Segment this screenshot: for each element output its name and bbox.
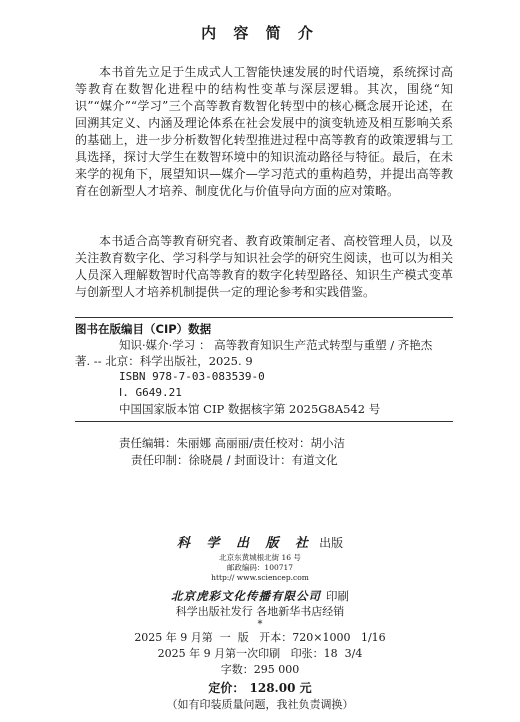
page-title: 内 容 简 介: [201, 24, 319, 42]
cip-record-number: 中国国家版本馆 CIP 数据核字第 2025G8A542 号: [119, 402, 381, 416]
print-line: 2025 年 9 月第一次印刷 印张：18 3/4: [157, 647, 363, 660]
intro-paragraph-2: 本书适合高等教育研究者、教育政策制定者、高校管理人员，以及关注教育数字化、学习科学与知识社会学的研究生阅读，也可以为相关人员深入理解数智时代高等教育的数字化转型路径、知识生产模式变革与创新型人才培养机制提供一定的理论参考和实践借鉴。: [75, 234, 453, 299]
editors-line-1: 责任编辑：朱丽娜 高丽丽/责任校对：胡小洁: [119, 436, 346, 450]
price-label: 定价：: [208, 681, 245, 695]
edition-line: 2025 年 9 月第 一 版 开本：720×1000 1/16: [134, 631, 386, 644]
intro-paragraph-1: 本书首先立足于生成式人工智能快速发展的时代语境，系统探讨高等教育在数智化进程中的结构性变革与深层逻辑。其次，围绕“知识”“媒介”“学习”三个高等教育数智化转型中的核心概念展开论述，在回溯其定义、内涵及理论体系在社会发展中的演变轨迹及相互影响关系的基础上，进一步分析数智化转型推进过程中高等教育的政策逻辑与工具选择，探讨大学生在数智环境中的知识流动路径与特征。最后，在未来学的视角下，展望知识—媒介—学习范式的重构趋势，并提出高等教育在创新型人才培养、制度优化与价值导向方面的应对策略。: [75, 65, 453, 198]
cip-isbn: ISBN 978-7-03-083539-0: [119, 370, 265, 383]
editors-line-2: 责任印制：徐晓晨 / 封面设计：有道文化: [131, 453, 338, 467]
divider-bottom: [75, 421, 453, 422]
publisher-block: [0, 532, 520, 713]
printer-suffix: 印刷: [326, 589, 350, 603]
word-count: 字数：295 000: [220, 663, 300, 676]
separator-star: *: [257, 619, 263, 630]
cip-block: [75, 321, 453, 417]
distribution-line: 科学出版社发行 各地新华书店经销: [175, 605, 345, 618]
editors-block: [75, 435, 453, 469]
publisher-name: 科 学 出 版 社: [176, 536, 314, 551]
quality-notice: （如有印装质量问题，我社负责调换）: [166, 698, 354, 711]
printer-name: 北京虎彩文化传播有限公司: [170, 589, 321, 603]
cip-author-line: 著. -- 北京：科学出版社，2025. 9: [75, 354, 253, 368]
cip-classification: Ⅰ. G649.21: [119, 386, 182, 399]
publisher-postcode: 邮政编码：100717: [226, 563, 294, 572]
publisher-suffix: 出版: [319, 536, 344, 550]
divider-top: [75, 317, 453, 318]
cip-title-line: 知识·媒介·学习 ： 高等教育知识生产范式转型与重塑 / 齐艳杰: [119, 338, 433, 352]
price-value: 128.00 元: [249, 681, 312, 695]
publisher-url: http:// www.sciencep.com: [211, 573, 309, 582]
cip-header: 图书在版编目（CIP）数据: [75, 322, 212, 336]
publisher-address: 北京东黄城根北街 16 号: [219, 553, 301, 562]
